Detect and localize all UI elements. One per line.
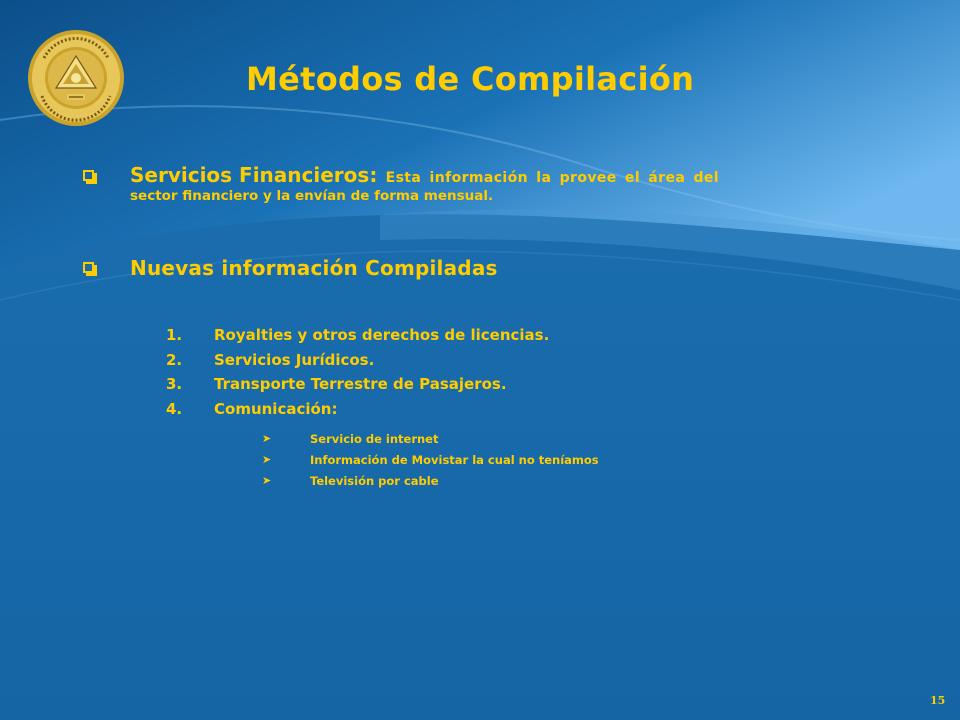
bullet-text-line2: sector financiero y la envían de forma mensual. [130,188,494,204]
list-number: 4. [166,399,183,418]
bullet-servicios-financieros [130,164,880,204]
bank-seal-logo [26,28,126,128]
checkbox-bullet-icon [83,262,94,273]
arrow-bullet-icon: ➤ [262,432,272,445]
list-number: 1. [166,326,183,344]
bullet-nuevas-informacion: Nuevas información Compiladas [130,256,498,280]
list-text: Comunicación: [214,399,338,418]
slide-title: Métodos de Compilación [246,60,695,98]
bullet-text: Esta información la provee el área del [377,170,719,186]
checkbox-bullet-icon [83,170,94,181]
list-number: 2. [166,350,183,369]
list-text: Televisión por cable [310,474,439,488]
list-text: Información de Movistar la cual no teníamos [310,453,599,467]
arrow-bullet-icon: ➤ [262,474,272,487]
list-number: 3. [166,375,183,393]
bullet-lead: Servicios Financieros: [130,163,378,187]
list-text: Transporte Terrestre de Pasajeros. [214,375,507,393]
page-number: 15 [930,694,946,707]
arrow-bullet-icon: ➤ [262,453,272,466]
list-text: Servicios Jurídicos. [214,350,375,369]
list-text: Servicio de internet [310,432,439,446]
list-text: Royalties y otros derechos de licencias. [214,326,550,344]
